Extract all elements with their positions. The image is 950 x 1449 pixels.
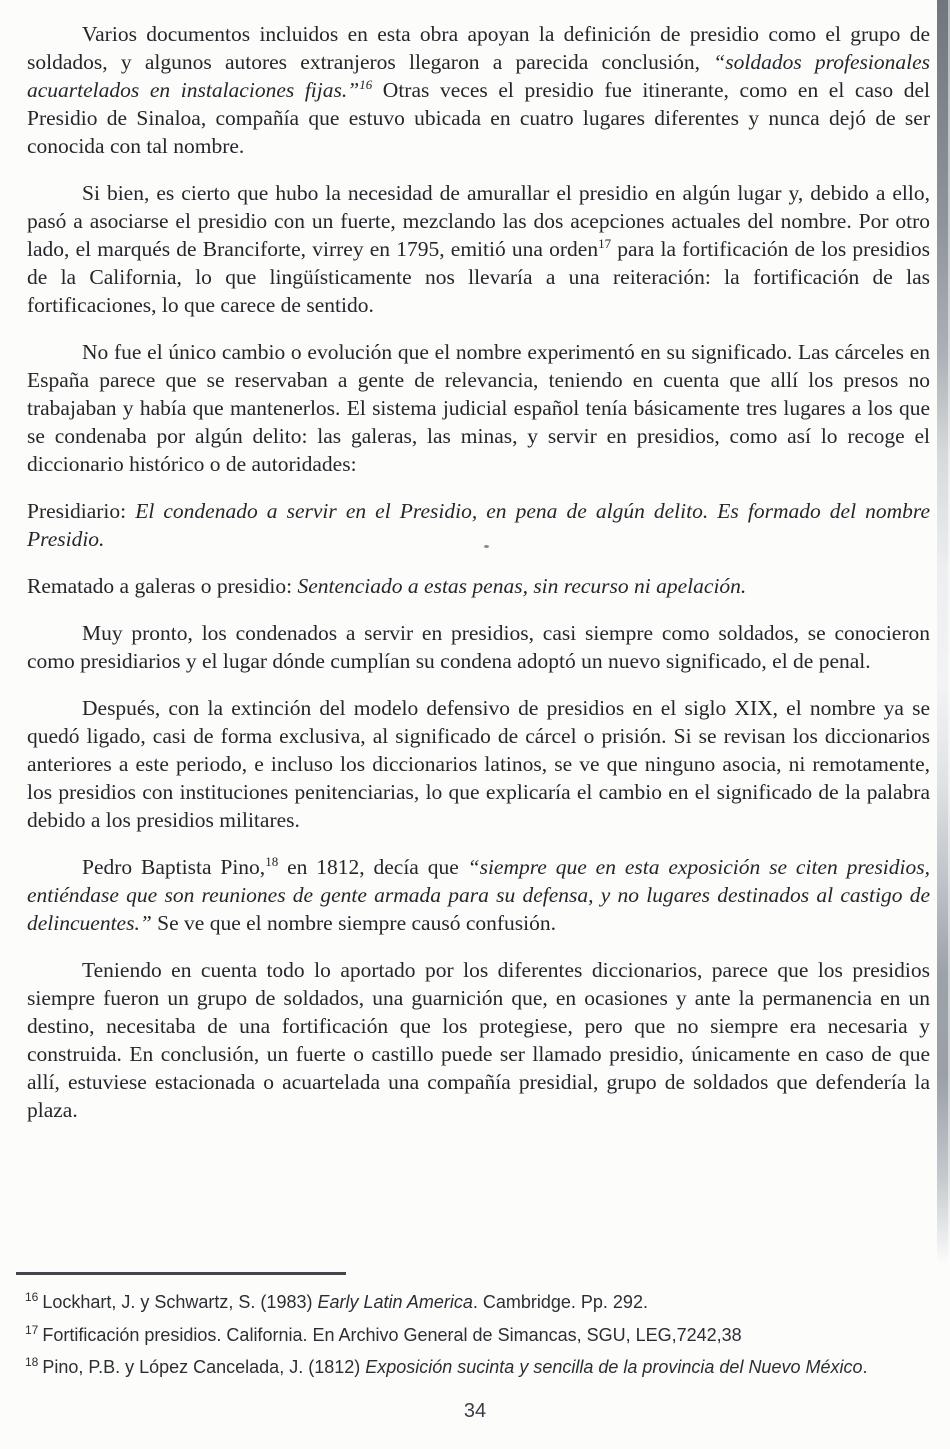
footnote-section [16, 1272, 926, 1384]
text-run: Sentenciado a estas penas, sin recurso ni apelación. [297, 574, 747, 598]
superscript-ref: 17 [598, 235, 612, 251]
text-run: para la fortificación de los presidios de la California, lo que lingüísticamente nos llevaría a una reiteración: la fortificación de las fortificaciones, lo que carece de sentido. [27, 237, 931, 317]
footnote-17 [25, 1319, 926, 1352]
text-run: Exposición sucinta y sencilla de la provincia del Nuevo México [365, 1357, 863, 1377]
para-cambio-significado [27, 338, 930, 478]
text-run: Si bien, es cierto que hubo la necesidad de amurallar el presidio en algún lugar y, debido a ello, pasó a asociarse el presidio con un fuerte, mezclando las dos acepciones actuales del nombre. Por otro lado, el marqués de Branciforte, virrey en 1795, emitió una orden [27, 181, 930, 261]
text-run: Rematado a galeras o presidio: [27, 574, 298, 598]
text-run: El condenado a servir en el Presidio, en pena de algún delito. Es formado del nombre Presidio. [27, 499, 931, 551]
footnote-separator [16, 1272, 346, 1275]
text-run: Después, con la extinción del modelo defensivo de presidios en el siglo XIX, el nombre ya se quedó ligado, casi de forma exclusiva, al significado de cárcel o prisión. Si se revisan los diccionarios anteriores a este periodo, e incluso los diccionarios latinos, se ve que ninguno asocia, ni remotamente, los presidios con instituciones penitenciarias, lo que explicaría el cambio en el significado de la palabra debido a los presidios militares. [27, 696, 930, 832]
footnote-marker: 18 [25, 1355, 39, 1369]
text-run: “soldados profesionales acuartelados en instalaciones fijas.” [27, 50, 930, 102]
text-run: Presidiario: [27, 499, 136, 523]
para-definicion-presidiario [27, 497, 930, 553]
para-amurallar [27, 179, 930, 319]
ink-speck [484, 545, 489, 548]
para-muy-pronto [27, 619, 930, 675]
para-definicion-presidio [27, 20, 930, 160]
para-extincion-modelo [27, 694, 930, 834]
footnotes [16, 1286, 926, 1384]
footnote-16 [25, 1286, 926, 1319]
text-run: Otras veces el presidio fue itinerante, como en el caso del Presidio de Sinaloa, compañía que estuvo ubicada en cuatro lugares diferentes y nunca dejó de ser conocida con tal nombre. [27, 78, 930, 158]
superscript-ref: 16 [359, 76, 373, 92]
superscript-ref: 18 [265, 853, 279, 869]
text-run: “siempre que en esta exposición se citen presidios, entiéndase que son reuniones de gente armada para su defensa, y no lugares destinados al castigo de delincuentes.” [27, 855, 930, 935]
text-run: . Cambridge. Pp. 292. [472, 1292, 648, 1312]
text-run: . [862, 1357, 868, 1377]
text-run: Lockhart, J. y Schwartz, S. (1983) [42, 1292, 318, 1312]
footnote-18 [25, 1351, 926, 1384]
text-run: en 1812, decía que [278, 855, 468, 879]
text-run: Pino, P.B. y López Cancelada, J. (1812) [42, 1357, 366, 1377]
scan-edge-artifact [937, 0, 950, 1265]
footnote-marker: 16 [25, 1290, 39, 1304]
page-number: 34 [463, 1400, 487, 1422]
text-run: Varios documentos incluidos en esta obra apoyan la definición de presidio como el grupo de soldados, y algunos autores extranjeros llegaron a parecida conclusión, [27, 22, 930, 74]
text-run: Fortificación presidios. California. En Archivo General de Simancas, SGU, LEG,7242,38 [42, 1324, 742, 1345]
text-run: Early Latin America [317, 1292, 473, 1312]
para-conclusion [27, 956, 930, 1124]
para-pedro-baptista-pino [27, 853, 930, 937]
para-definicion-rematado [27, 572, 930, 600]
text-run: Se ve que el nombre siempre causó confusión. [151, 911, 557, 935]
text-run: No fue el único cambio o evolución que el nombre experimentó en su significado. Las cárceles en España parece que se reservaban a gente de relevancia, teniendo en cuenta que allí los presos no trabajaban y había que mantenerlos. El sistema judicial español tenía básicamente tres lugares a los que se condenaba por algún delito: las galeras, las minas, y servir en presidios, como así lo recoge el diccionario histórico o de autoridades: [27, 340, 930, 476]
body-text [27, 20, 930, 1143]
text-run: Muy pronto, los condenados a servir en presidios, casi siempre como soldados, se conocieron como presidiarios y el lugar dónde cumplían su condena adoptó un nuevo significado, el de penal. [27, 621, 930, 673]
footnote-marker: 17 [25, 1322, 39, 1337]
text-run: Pedro Baptista Pino, [82, 855, 266, 879]
text-run: Teniendo en cuenta todo lo aportado por los diferentes diccionarios, parece que los presidios siempre fueron un grupo de soldados, una guarnición que, en ocasiones y ante la permanencia en un destino, necesitaba de una fortificación que los protegiese, pero que no siempre era necesaria y construida. En conclusión, un fuerte o castillo puede ser llamado presidio, únicamente en caso de que allí, estuviese estacionada o acuartelada una compañía presidial, grupo de soldados que defendería la plaza. [27, 958, 930, 1122]
